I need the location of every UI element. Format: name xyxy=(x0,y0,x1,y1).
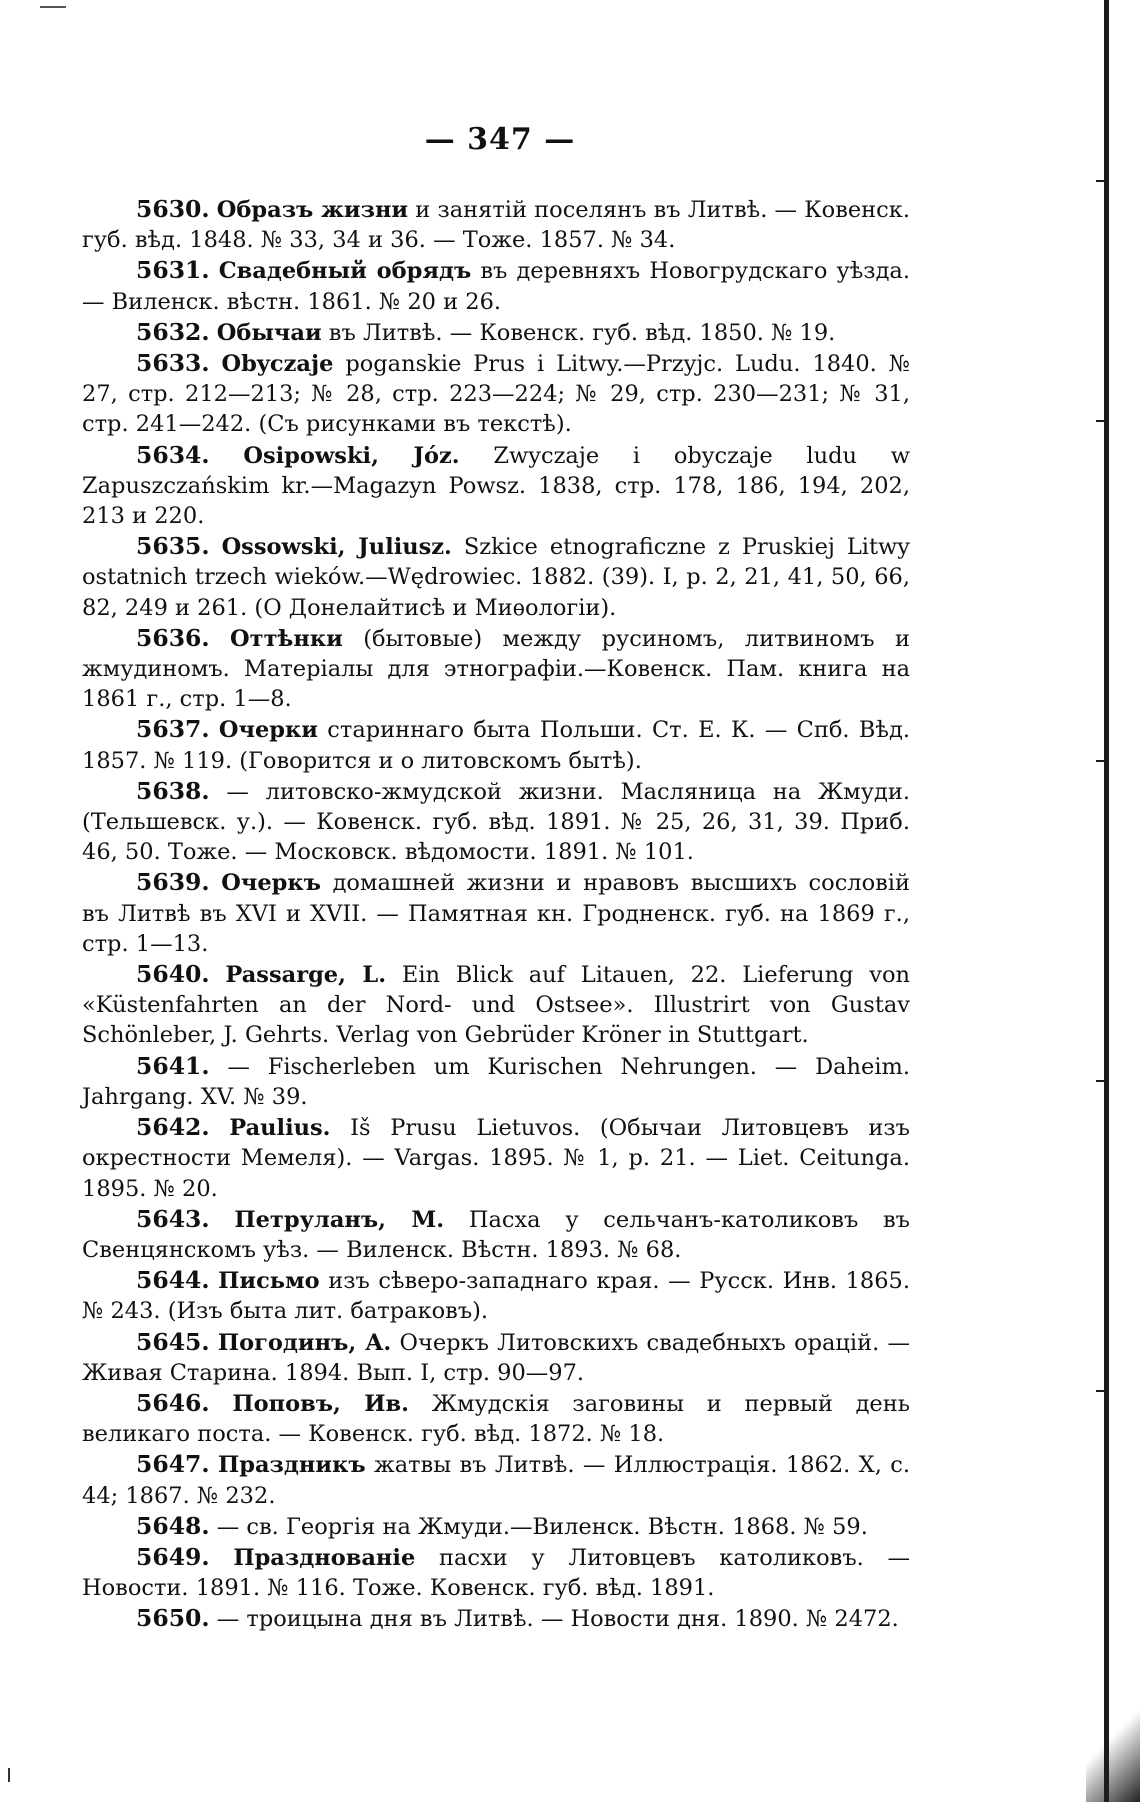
entry-number: 5633. xyxy=(136,349,210,378)
entry-number: 5641. xyxy=(136,1051,210,1080)
entry-text: — литовско-жмудской жизни. Масляница на Жмуди. (Тельшевск. у.). — Ковенск. губ. вѣд. 1891. № 25, 26, 31, 39. Приб. 46, 50. Тоже. — Московск. вѣдомости. 1891. № 101. xyxy=(82,778,910,866)
page-number: — 347 — xyxy=(424,122,576,157)
entry-5647 xyxy=(82,1449,910,1510)
entry-text: (бытовые) между русиномъ, литвиномъ и жмудиномъ. Матеріалы для этнографіи.—Ковенск. Пам. книга на 1861 г., стр. 1—8. xyxy=(82,625,910,713)
entry-text: Szkice etnograficzne z Pruskiej Litwy ostatnich trzech wieków.—Wędrowiec. 1882. (39). I, p. 2, 21, 41, 50, 66, 82, 249 и 261. (О Донелайтисѣ и Миѳологіи). xyxy=(82,534,910,621)
entry-5634 xyxy=(82,440,910,532)
entry-heading: Paulius. xyxy=(229,1115,331,1142)
entry-text: въ Литвѣ. — Ковенск. губ. вѣд. 1850. № 19. xyxy=(321,319,836,346)
entry-5644 xyxy=(82,1265,910,1326)
entry-heading: Obyczaje xyxy=(221,351,334,378)
entry-heading: Osipowski, Józ. xyxy=(243,442,460,469)
entry-5648 xyxy=(82,1511,910,1542)
entry-number: 5642. xyxy=(136,1113,210,1142)
entry-number: 5630. xyxy=(136,195,210,223)
entry-heading: Очерки xyxy=(218,717,318,744)
entry-number: 5638. xyxy=(136,776,210,805)
entry-heading: Обычаи xyxy=(216,319,322,346)
entry-5632 xyxy=(82,317,910,348)
entry-5640 xyxy=(82,959,910,1051)
entry-heading: Петруланъ, М. xyxy=(234,1206,445,1233)
spine-tick xyxy=(1096,760,1104,762)
entry-heading: Погодинъ, А. xyxy=(217,1329,392,1356)
entry-number: 5640. xyxy=(136,960,210,989)
spine-tick xyxy=(1096,1080,1104,1082)
entry-text: Ein Blick auf Litauen, 22. Lieferung von «Küstenfahrten an der Nord- und Ostsee». Illustrirt von Gustav Schönleber, J. Gehrts. Verlag von Gebrüder Kröner in Stuttgart. xyxy=(82,962,911,1049)
entry-text: въ деревняхъ Новогрудскаго уѣзда. — Виленск. вѣстн. 1861. № 20 и 26. xyxy=(82,258,910,315)
entry-number: 5644. xyxy=(136,1266,210,1295)
entry-5642 xyxy=(82,1112,910,1204)
entry-5649 xyxy=(82,1542,910,1603)
entry-text: — св. Георгія на Жмуди.—Виленск. Вѣстн. 1868. № 59. xyxy=(216,1513,868,1540)
entry-text: Iš Prusu Lietuvos. (Обычаи Литовцевъ изъ окрестности Мемеля). — Vargas. 1895. № 1, p. 21. — Liet. Ceitunga. 1895. № 20. xyxy=(82,1115,910,1202)
entry-5635 xyxy=(82,531,910,623)
entry-heading: Образъ жизни xyxy=(216,197,409,223)
spine-tick xyxy=(1096,420,1104,422)
entry-heading: Passarge, L. xyxy=(225,962,387,989)
entry-heading: Празднованіе xyxy=(233,1544,416,1571)
entry-number: 5634. xyxy=(136,440,210,469)
entry-5631 xyxy=(82,255,910,316)
entry-text: жатвы въ Литвѣ. — Иллюстрація. 1862. X, с. 44; 1867. № 232. xyxy=(82,1452,911,1509)
entry-5633 xyxy=(82,348,910,440)
page-spine-edge xyxy=(1104,0,1109,1802)
entry-text: Пасха у сельчанъ-католиковъ въ Свенцянскомъ уѣз. — Виленск. Вѣстн. 1893. № 68. xyxy=(82,1206,911,1263)
entry-5646 xyxy=(82,1388,910,1449)
entry-text: пасхи у Литовцевъ католиковъ. — Новости. 1891. № 116. Тоже. Ковенск. губ. вѣд. 1891. xyxy=(82,1544,911,1602)
entry-heading: Свадебный обрядъ xyxy=(218,258,472,285)
entry-number: 5639. xyxy=(136,868,210,897)
scan-artifact xyxy=(8,1768,10,1782)
entry-number: 5632. xyxy=(136,317,210,346)
entry-5630 xyxy=(82,194,910,255)
entry-number: 5647. xyxy=(136,1450,210,1479)
entry-text: домашней жизни и нравовъ высшихъ сословій въ Литвѣ въ XVI и XVII. — Памятная кн. Гродненск. губ. на 1869 г., стр. 1—13. xyxy=(82,870,911,957)
spine-tick xyxy=(1096,180,1104,182)
entry-heading: Очеркъ xyxy=(221,870,321,897)
entry-5638 xyxy=(82,776,910,868)
entry-number: 5650. xyxy=(136,1604,210,1633)
entry-text: стариннаго быта Польши. Ст. Е. К. — Спб. Вѣд. 1857. № 119. (Говорится и о литовскомъ бытѣ). xyxy=(82,717,911,774)
spine-tick xyxy=(1096,1390,1104,1392)
entry-5637 xyxy=(82,714,910,775)
entry-number: 5637. xyxy=(136,715,210,744)
entry-heading: Ossowski, Juliusz. xyxy=(221,534,452,561)
entry-5645 xyxy=(82,1327,910,1388)
entry-5639 xyxy=(82,867,910,959)
entry-number: 5631. xyxy=(136,256,210,285)
entry-5643 xyxy=(82,1204,910,1265)
entry-number: 5648. xyxy=(136,1511,210,1540)
entry-number: 5645. xyxy=(136,1327,210,1356)
entry-text: poganskie Prus i Litwy.—Przyjc. Ludu. 1840. № 27, стр. 212—213; № 28, стр. 223—224; № 29, стр. 230—231; № 31, стр. 241—242. (Съ рисунками въ текстѣ). xyxy=(82,351,910,438)
entry-5650 xyxy=(82,1603,910,1634)
scan-artifact xyxy=(40,6,66,8)
entry-number: 5646. xyxy=(136,1388,210,1417)
entry-number: 5636. xyxy=(136,623,210,652)
page-corner-shadow xyxy=(1086,1700,1140,1802)
entry-heading: Поповъ, Ив. xyxy=(232,1390,409,1417)
bibliography-list xyxy=(82,194,910,1635)
entry-number: 5635. xyxy=(136,532,210,561)
entry-text: — Fischerleben um Kurischen Nehrungen. — Daheim. Jahrgang. XV. № 39. xyxy=(82,1053,911,1110)
entry-text: изъ сѣверо-западнаго края. — Русск. Инв. 1865. № 243. (Изъ быта лит. батраковъ). xyxy=(82,1268,910,1325)
entry-heading: Праздникъ xyxy=(218,1452,366,1479)
entry-heading: Письмо xyxy=(218,1268,320,1295)
entry-heading: Оттѣнки xyxy=(230,625,343,652)
entry-text: Жмудскія заговины и первый день великаго поста. — Ковенск. губ. вѣд. 1872. № 18. xyxy=(82,1390,910,1448)
entry-5636 xyxy=(82,623,910,715)
entry-text: и занятій поселянъ въ Литвѣ. — Ковенск. губ. вѣд. 1848. № 33, 34 и 36. — Тоже. 1857. № 34. xyxy=(82,197,910,254)
entry-text: — троицына дня въ Литвѣ. — Новости дня. 1890. № 2472. xyxy=(216,1606,899,1633)
entry-text: Zwyczaje i obyczaje ludu w Zapuszczańskim kr.—Magazyn Powsz. 1838, стр. 178, 186, 194, 202, 213 и 220. xyxy=(82,442,911,530)
entry-number: 5649. xyxy=(136,1542,210,1571)
entry-5641 xyxy=(82,1051,910,1112)
entry-number: 5643. xyxy=(136,1204,210,1233)
entry-text: Очеркъ Литовскихъ свадебныхъ орацій. — Живая Старина. 1894. Вып. I, стр. 90—97. xyxy=(82,1329,911,1386)
